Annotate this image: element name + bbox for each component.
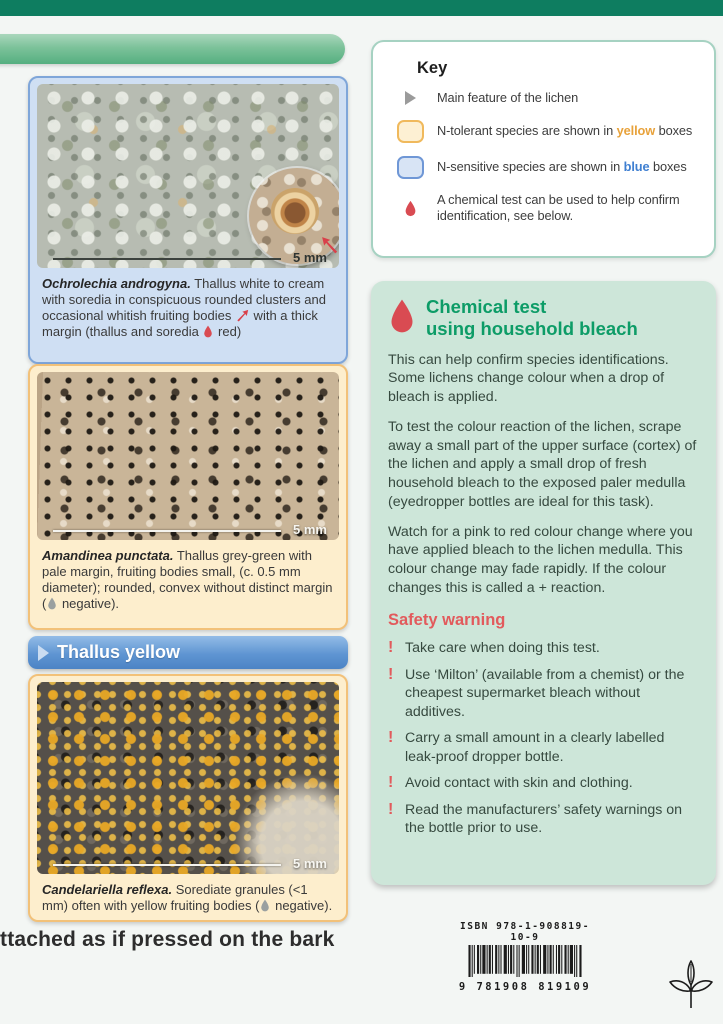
grey-droplet-icon: [47, 597, 57, 610]
scale-label: 5 mm: [293, 521, 327, 537]
key-item-label: N-sensitive species are shown in blue boxes: [437, 158, 687, 174]
key-item-chemical-test: [395, 192, 694, 225]
key-title: Key: [417, 59, 448, 77]
scale-label: 5 mm: [293, 855, 327, 871]
safety-bullet: ! Take care when doing this test.: [388, 639, 600, 657]
red-arrow-icon: [236, 309, 249, 322]
chemical-test-box: [371, 281, 716, 885]
chem-paragraph: To test the colour reaction of the lichen, scrape away a small part of the upper surface (cortex) of the lichen and apply a small drop of fresh household bleach to the exposed paler medulla (eyedropper bottles are ideal for this task).: [388, 418, 697, 510]
species-name: Ochrolechia androgyna.: [42, 276, 191, 291]
fruiting-body-closeup: [271, 188, 319, 234]
blue-swatch-icon: [395, 156, 425, 179]
chem-paragraph: This can help confirm species identifications. Some lichens change colour when a drop of bleach is applied.: [388, 351, 669, 406]
safety-bullet: ! Carry a small amount in a clearly labelled leak-proof dropper bottle.: [388, 729, 665, 765]
scale-bar: [53, 855, 327, 871]
section-header-thallus-yellow: [28, 636, 348, 669]
safety-bullet: ! Avoid contact with skin and clothing.: [388, 774, 633, 792]
chem-paragraph: Watch for a pink to red colour change where you have applied bleach to the lichen medulla. This colour change may fade rapidly. If the colour changes this is called a + reaction.: [388, 523, 693, 596]
isbn-block: [455, 921, 595, 993]
safety-bullet: ! Read the manufacturers’ safety warnings on the bottle prior to use.: [388, 800, 683, 837]
key-item-main-feature: [395, 90, 694, 107]
grey-droplet-icon: [260, 899, 270, 912]
species-caption: Amandinea punctata. Thallus grey-green with pale margin, fruiting bodies small, (c. 0.5 mm diameter); rounded, convex without distinct margin ( negative).: [42, 548, 333, 611]
species-name: Amandinea punctata.: [42, 548, 174, 563]
barcode: [466, 945, 584, 977]
scale-bar: [53, 249, 327, 265]
species-caption: Ochrolechia androgyna. Thallus white to cream with soredia in conspicuous rounded clusters and occasional whitish fruiting bodies with a thick margin (thallus and soredia red): [42, 276, 327, 339]
exclamation-icon: !: [388, 774, 394, 792]
leaf-logo-icon: [666, 958, 716, 1010]
key-item-n-tolerant: [395, 120, 694, 143]
key-item-label: A chemical test can be used to help confirm identification, see below.: [437, 191, 680, 224]
safety-warning-title: Safety warning: [388, 611, 506, 630]
key-item-label: N-tolerant species are shown in yellow boxes: [437, 122, 693, 138]
safety-bullet: ! Use ‘Milton’ (available from a chemist) or the cheapest supermarket bleach without additives.: [388, 665, 685, 720]
species-photo: [37, 682, 339, 874]
species-photo: [37, 84, 339, 268]
triangle-right-icon: [395, 91, 425, 105]
exclamation-icon: !: [388, 639, 394, 657]
scale-bar: [53, 521, 327, 537]
exclamation-icon: !: [388, 729, 394, 747]
species-card-ochrolechia: [28, 76, 348, 364]
species-photo: [37, 372, 339, 540]
key-box: [371, 40, 716, 258]
key-item-n-sensitive: [395, 156, 694, 179]
triangle-right-icon: [38, 645, 49, 661]
exclamation-icon: !: [388, 800, 394, 818]
barcode-digits: 9 781908 819109: [458, 981, 592, 993]
exclamation-icon: !: [388, 665, 394, 683]
top-header-bar: [0, 0, 723, 16]
species-caption: Candelariella reflexa. Sorediate granules (<1 mm) often with yellow fruiting bodies ( negative).: [42, 882, 333, 913]
scale-label: 5 mm: [293, 249, 327, 265]
section-header-label: Thallus yellow: [57, 642, 181, 662]
clipped-body-text: ttached as if pressed on the bark: [0, 928, 335, 951]
species-card-amandinea: [28, 364, 348, 630]
red-droplet-icon: [203, 325, 213, 338]
red-droplet-icon: [388, 298, 416, 334]
droplet-icon: [395, 200, 425, 217]
key-item-label: Main feature of the lichen: [437, 90, 579, 105]
chemical-test-title: Chemical test using household bleach: [426, 296, 638, 339]
species-name: Candelariella reflexa.: [42, 882, 173, 897]
species-card-candelariella: [28, 674, 348, 922]
chemical-test-heading: [388, 296, 699, 340]
section-band: [0, 34, 345, 64]
isbn-label: ISBN 978-1-908819-10-9: [460, 921, 590, 943]
yellow-swatch-icon: [395, 120, 425, 143]
